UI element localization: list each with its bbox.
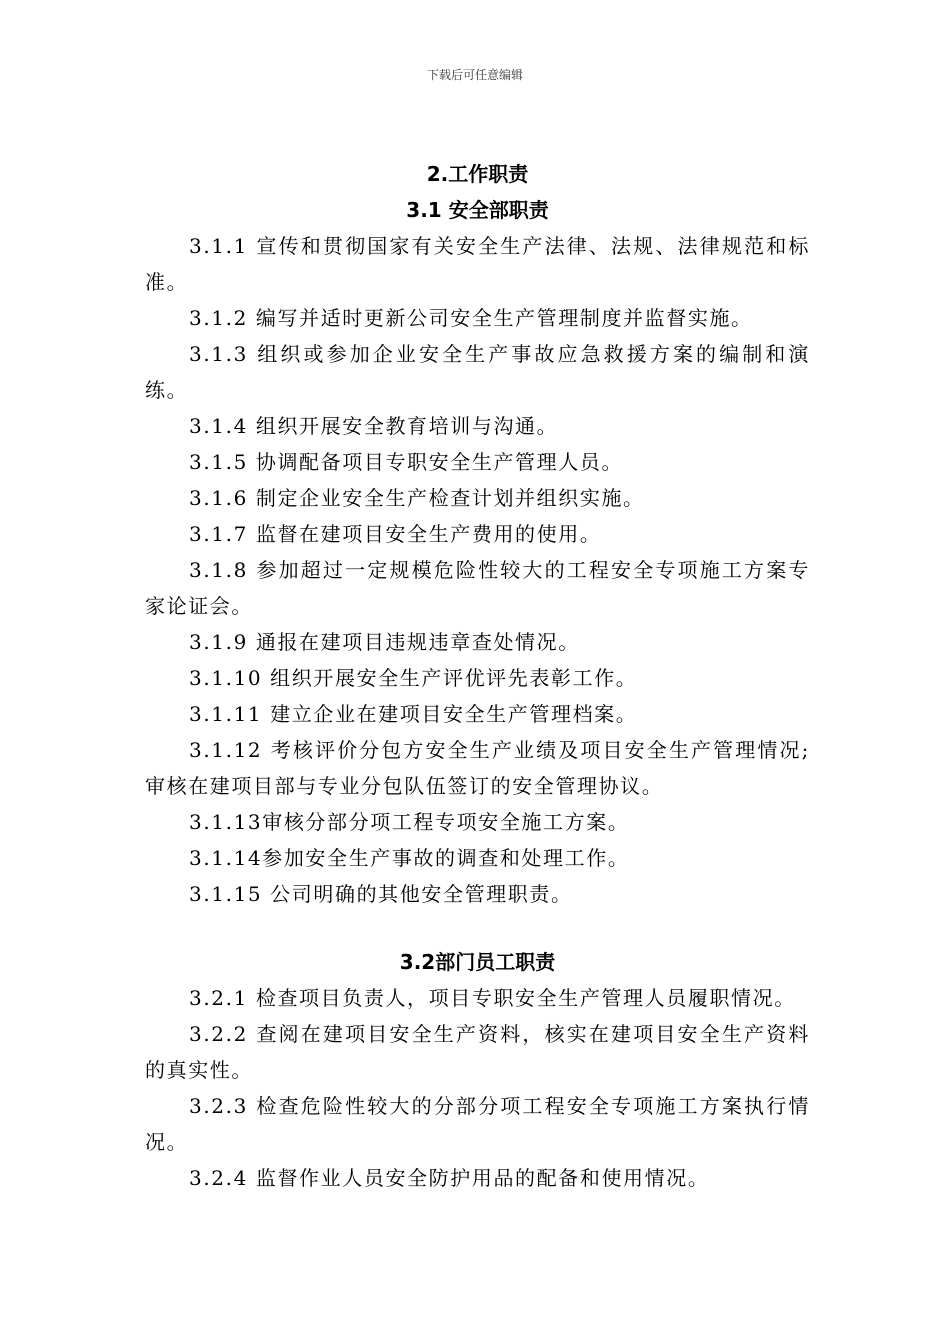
list-item: 3.1.13审核分部分项工程专项安全施工方案。 xyxy=(189,810,630,834)
list-item: 3.1.3 组织或参加企业安全生产事故应急救援方案的编制和演练。 xyxy=(145,342,810,402)
document-title: 2.工作职责 xyxy=(426,162,529,186)
list-item: 3.1.12 考核评价分包方安全生产业绩及项目安全生产管理情况;审核在建项目部与专业分包队伍签订的安全管理协议。 xyxy=(145,738,810,798)
list-item: 3.1.15 公司明确的其他安全管理职责。 xyxy=(189,882,573,906)
list-item: 3.1.2 编写并适时更新公司安全生产管理制度并监督实施。 xyxy=(189,306,753,330)
list-item: 3.2.3 检查危险性较大的分部分项工程安全专项施工方案执行情况。 xyxy=(145,1094,810,1154)
document-body xyxy=(145,156,810,1196)
list-item: 3.2.1 检查项目负责人，项目专职安全生产管理人员履职情况。 xyxy=(189,986,796,1010)
list-item: 3.1.8 参加超过一定规模危险性较大的工程安全专项施工方案专家论证会。 xyxy=(145,558,810,618)
list-item: 3.1.7 监督在建项目安全生产费用的使用。 xyxy=(189,522,602,546)
header-note: 下载后可任意编辑 xyxy=(426,68,523,82)
list-item: 3.1.11 建立企业在建项目安全生产管理档案。 xyxy=(189,702,638,726)
list-item: 3.2.4 监督作业人员安全防护用品的配备和使用情况。 xyxy=(189,1166,710,1190)
list-item: 3.1.9 通报在建项目违规违章查处情况。 xyxy=(189,630,580,654)
list-item: 3.1.10 组织开展安全生产评优评先表彰工作。 xyxy=(189,666,638,690)
list-item: 3.1.4 组织开展安全教育培训与沟通。 xyxy=(189,414,559,438)
list-item: 3.1.5 协调配备项目专职安全生产管理人员。 xyxy=(189,450,624,474)
list-item: 3.1.14参加安全生产事故的调查和处理工作。 xyxy=(189,846,630,870)
section-heading-3-1: 3.1 安全部职责 xyxy=(406,198,549,222)
list-item: 3.1.6 制定企业安全生产检查计划并组织实施。 xyxy=(189,486,645,510)
section-heading-3-2: 3.2部门员工职责 xyxy=(399,950,556,974)
list-item: 3.2.2 查阅在建项目安全生产资料，核实在建项目安全生产资料的真实性。 xyxy=(145,1022,810,1082)
list-item: 3.1.1 宣传和贯彻国家有关安全生产法律、法规、法律规范和标准。 xyxy=(145,234,810,294)
section-spacer xyxy=(145,912,810,944)
